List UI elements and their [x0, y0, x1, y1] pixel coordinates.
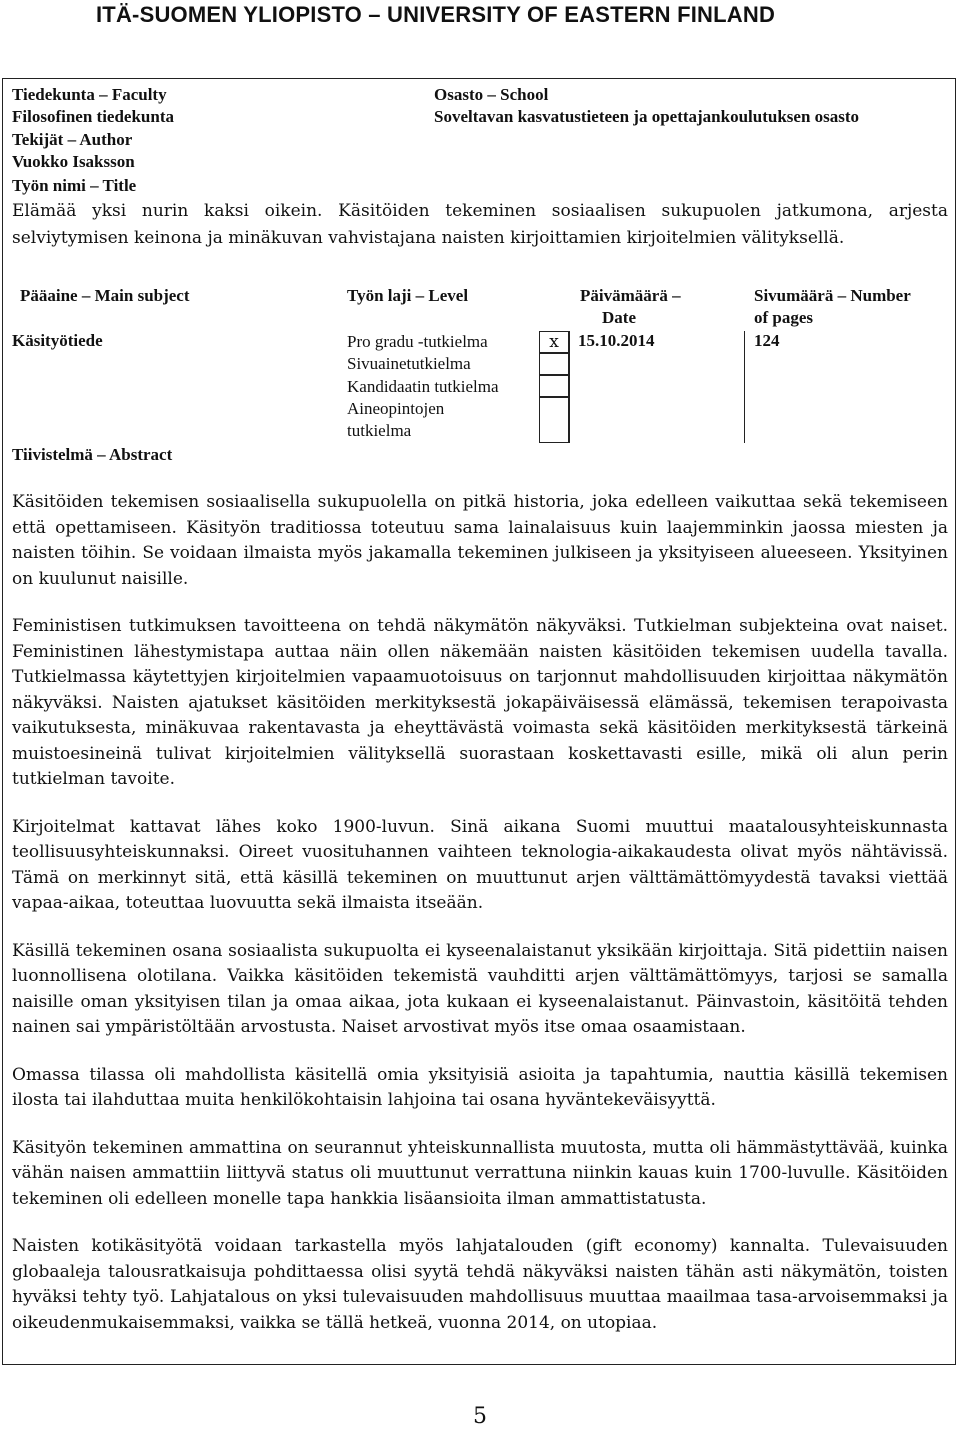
author-label: Tekijät – Author	[12, 130, 133, 149]
abstract-paragraph: Naisten kotikäsityötä voidaan tarkastella myös lahjatalouden (gift economy) kannalta. Tulevaisuuden globaaleja talousratkaisuja pohdittaessa olisi syytä tehdä näkyväksi naisten tähän asti näkymätön, toisten hyväksi tehty työ. Lahjatalous on yksi tulevaisuuden mahdollisuus muuttaa maailmaa tasa-arvoisemmaksi ja oikeudenmukaisemmaksi, vaikka se tällä hetkeä, vuonna 2014, on utopiaa.	[12, 1236, 948, 1333]
level-option-label: Pro gradu -tutkielma	[347, 332, 488, 351]
level-checkbox[interactable]: x	[539, 331, 569, 353]
faculty-value: Filosofinen tiedekunta	[12, 107, 174, 126]
page-number: 5	[473, 1404, 487, 1429]
abstract-paragraph: Käsillä tekeminen osana sosiaalista sukupuolta ei kyseenalaistanut yksikään kirjoittaja. Sitä pidettiin naisen luonnollisena olotilana. Vaikka käsitöiden tekemistä vauhditti arjen välttämättömyys, tarjosi se samalla naisille oman yksityisen tilan ja omaa aikaa, jota kukaan ei kyseenalaistanut. Päinvastoin, käsitöitä tehden nainen sai ympäristöltään arvostusta. Naiset arvostivat myös itse omaa osaamistaan.	[12, 940, 948, 1037]
abstract-body	[12, 490, 948, 1358]
abstract-paragraph: Omassa tilassa oli mahdollista käsitellä omia yksityisiä asioita ja tapahtumia, nauttia käsillä tekemisen ilosta tai ilahduttaa muita henkilökohtaisin lahjoina tai osana hyväntekeväisyyttä.	[12, 1064, 948, 1110]
level-option-label-cont: tutkielma	[347, 421, 412, 440]
level-label: Työn laji – Level	[347, 286, 469, 305]
main-subject-value: Käsityötiede	[12, 331, 103, 350]
pages-value: 124	[754, 331, 780, 350]
table-divider	[569, 331, 570, 443]
level-checkbox[interactable]	[539, 375, 569, 397]
abstract-paragraph: Käsityön tekeminen ammattina on seurannut yhteiskunnallista muutosta, mutta oli hämmästyttävää, kuinka vähän naisen ammattiin liittyvä status oli muuttunut verrattuna niinkin kauas kuin 1700-luvulle. Käsitöiden tekeminen oli edelleen monelle tapa hankkia lisäansioita ilman ammattistatusta.	[12, 1137, 948, 1209]
school-label: Osasto – School	[434, 85, 549, 104]
faculty-label: Tiedekunta – Faculty	[12, 85, 167, 104]
level-option-label: Sivuainetutkielma	[347, 354, 471, 373]
thesis-title: Elämää yksi nurin kaksi oikein. Käsitöiden tekeminen sosiaalisen sukupuolen jatkumona, arjesta selviytymisen keinona ja minäkuvan vahvistajana naisten kirjoittamien kirjoitelmien välityksellä.	[12, 201, 948, 248]
author-value: Vuokko Isaksson	[12, 152, 135, 171]
school-value: Soveltavan kasvatustieteen ja opettajankoulutuksen osasto	[434, 107, 860, 126]
date-value: 15.10.2014	[578, 331, 655, 350]
level-option-label: Kandidaatin tutkielma	[347, 377, 499, 396]
abstract-label: Tiivistelmä – Abstract	[12, 445, 173, 464]
main-subject-label: Pääaine – Main subject	[20, 286, 190, 305]
pages-label-line1: Sivumäärä – Number	[754, 286, 911, 305]
abstract-paragraph: Feministisen tutkimuksen tavoitteena on tehdä näkymätön näkyväksi. Tutkielman subjekteina ovat naiset. Feministinen lähestymistapa auttaa näin ollen näkemään naisten käsitöiden tekemisen uudella tavalla. Tutkielmassa käytettyjen kirjoitelmien vapaamuotoisuus on tarjonnut mahdollisuuden kirjoittaa näkymätön näkyväksi. Naisten ajatukset käsitöiden merkityksestä jokapäiväisessä elämässä, tekemisen terapoivasta vaikutuksesta, minäkuvaa rakentavasta ja eheyttävästä voimasta sekä käsitöiden merkityksestä tärkeinä muistoesineinä tulivat kirjoitelmien välityksellä suorastaan koskettavasti esille, mikä oli alun perin tutkielman tavoite.	[12, 616, 948, 789]
date-label-line1: Päivämäärä –	[580, 286, 681, 305]
abstract-paragraph: Kirjoitelmat kattavat lähes koko 1900-luvun. Sinä aikana Suomi muuttui maatalousyhteiskunnasta teollisuusyhteiskunnaksi. Oireet vuosituhannen vaihteen teknologia-aikakaudesta olivat myös nähtävissä. Tämä on merkinnyt sitä, että käsillä tekeminen on muuttunut arjen välttämättömyydestä tavaksi viettää vapaa-aikaa, toteuttaa luovuutta sekä ilmaista itseään.	[12, 816, 948, 913]
pages-label-line2: of pages	[754, 308, 814, 327]
abstract-paragraph: Käsitöiden tekemisen sosiaalisella sukupuolella on pitkä historia, joka edelleen vaikuttaa sekä tekemiseen että opettamiseen. Käsityön traditiossa toteutuu sama lainalaisuus kuin laajemminkin jaossa miesten ja naisten töihin. Se voidaan ilmaista myös jakamalla tekeminen julkiseen ja yksityiseen alueeseen. Yksityinen on kuulunut naisille.	[12, 492, 948, 589]
level-checkbox[interactable]	[539, 397, 569, 443]
level-checkbox[interactable]	[539, 353, 569, 375]
table-divider	[744, 331, 745, 443]
level-option-label: Aineopintojen	[347, 399, 445, 418]
date-label-line2: Date	[602, 308, 636, 327]
title-label: Työn nimi – Title	[12, 176, 137, 195]
university-header: ITÄ-SUOMEN YLIOPISTO – UNIVERSITY OF EASTERN FINLAND	[96, 2, 776, 27]
